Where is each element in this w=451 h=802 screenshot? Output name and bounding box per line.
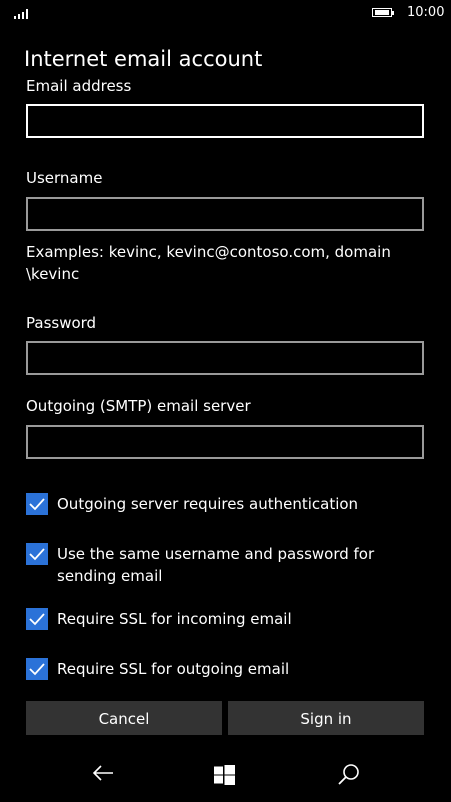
option-label: Outgoing server requires authentication bbox=[57, 495, 359, 513]
option-label: Require SSL for incoming email bbox=[57, 610, 292, 628]
search-icon[interactable] bbox=[338, 763, 360, 789]
windows-logo-icon[interactable] bbox=[214, 765, 235, 789]
back-arrow-icon[interactable] bbox=[92, 764, 114, 786]
battery-icon bbox=[372, 8, 392, 17]
sign-in-button[interactable]: Sign in bbox=[228, 701, 424, 735]
navigation-bar bbox=[0, 742, 451, 802]
checkbox-checked-icon[interactable] bbox=[26, 658, 48, 680]
status-bar bbox=[0, 0, 451, 28]
option-label: Require SSL for outgoing email bbox=[57, 660, 290, 678]
checkbox-checked-icon[interactable] bbox=[26, 608, 48, 630]
username-label: Username bbox=[26, 169, 103, 187]
page-title: Internet email account bbox=[24, 47, 263, 71]
password-field[interactable] bbox=[26, 341, 424, 375]
checkbox-checked-icon[interactable] bbox=[26, 543, 48, 565]
username-help-text: Examples: kevinc, kevinc@contoso.com, domain \kevinc bbox=[26, 243, 391, 283]
email-field[interactable] bbox=[26, 104, 424, 138]
clock: 10:00 bbox=[407, 5, 445, 20]
signal-icon bbox=[14, 7, 32, 19]
checkbox-checked-icon[interactable] bbox=[26, 493, 48, 515]
battery-tip bbox=[392, 11, 394, 15]
cancel-button[interactable]: Cancel bbox=[26, 701, 222, 735]
option-label: Use the same username and password for sending email bbox=[57, 545, 375, 585]
password-label: Password bbox=[26, 314, 97, 332]
username-field[interactable] bbox=[26, 197, 424, 231]
smtp-server-field[interactable] bbox=[26, 425, 424, 459]
smtp-server-label: Outgoing (SMTP) email server bbox=[26, 397, 251, 415]
email-label: Email address bbox=[26, 77, 132, 95]
